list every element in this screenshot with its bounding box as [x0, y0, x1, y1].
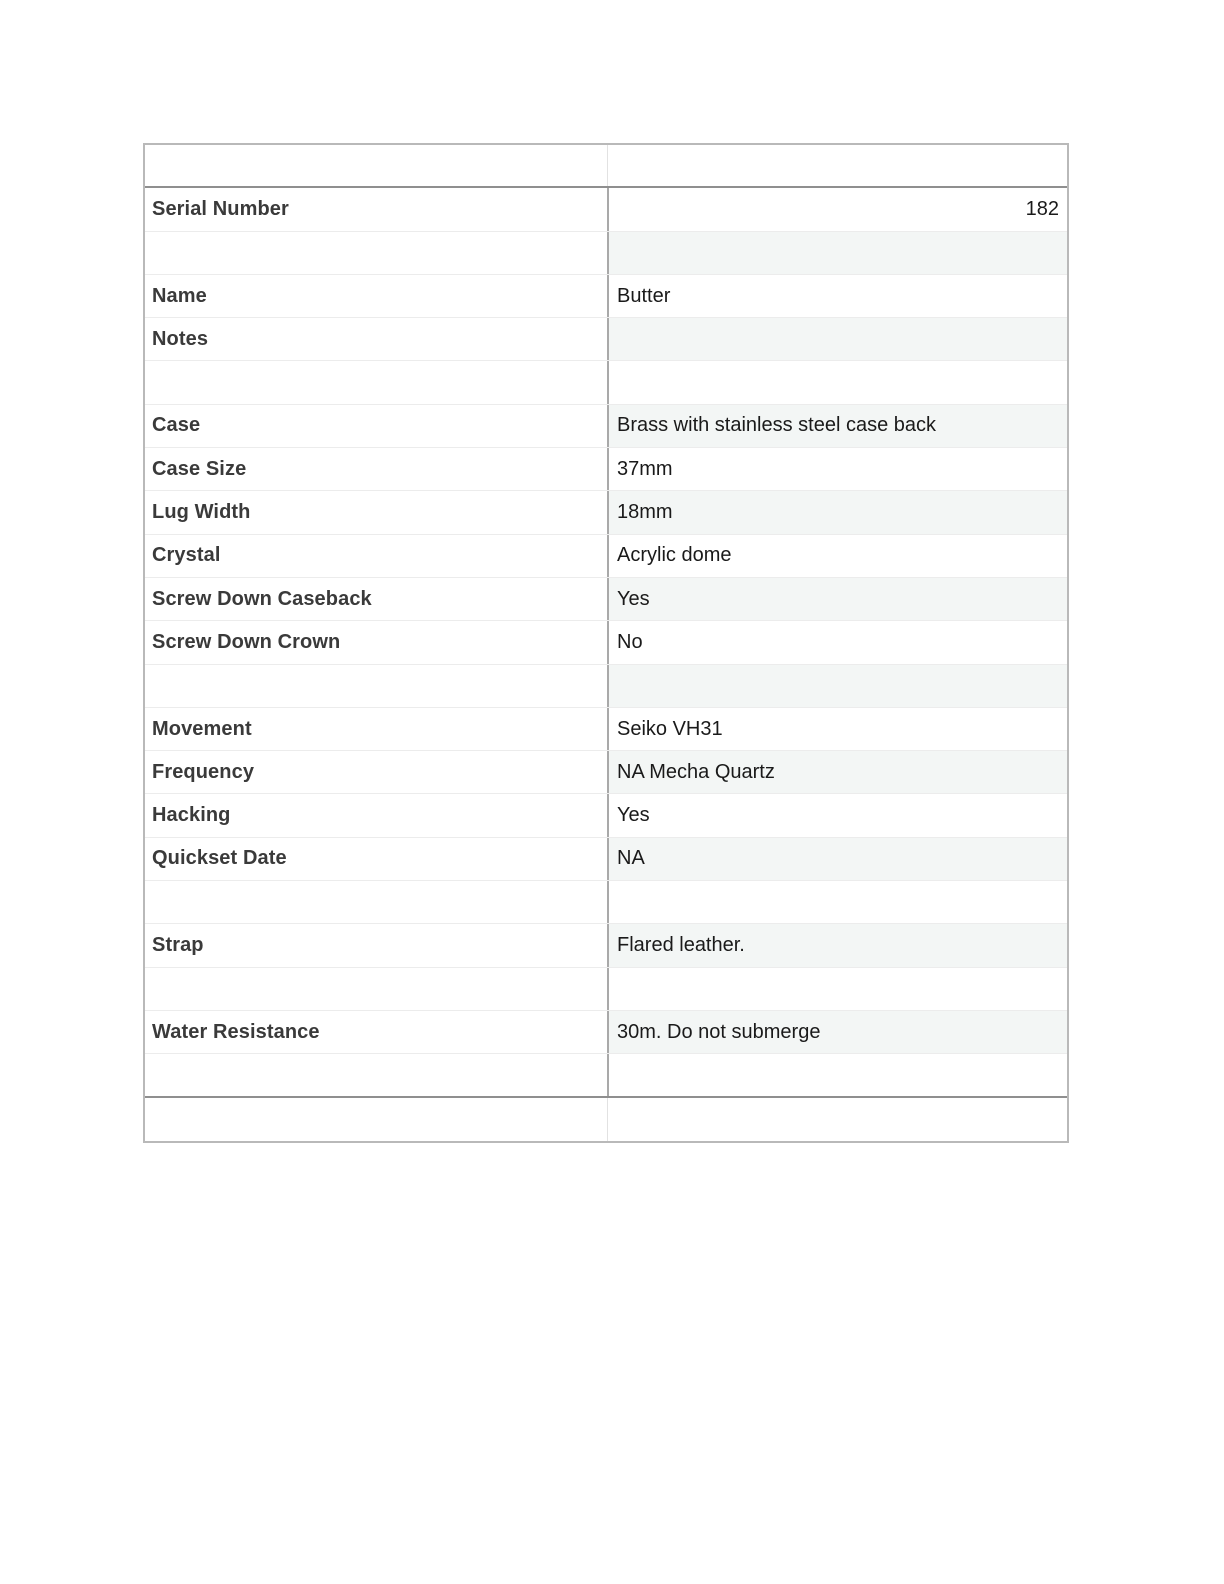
- row-label: Water Resistance: [152, 1020, 320, 1043]
- row-label: Lug Width: [152, 501, 251, 524]
- table-row: [145, 188, 1067, 231]
- row-value: [607, 1054, 1067, 1095]
- footer-cell-label: [145, 1098, 607, 1141]
- row-value: [607, 881, 1067, 923]
- table-footer-row: [145, 1098, 1067, 1141]
- row-value: Yes: [607, 578, 1067, 620]
- row-label: Case: [152, 414, 201, 437]
- table-row: [145, 318, 1067, 361]
- row-value: [607, 361, 1067, 403]
- table-row: [145, 535, 1067, 578]
- row-label: Quickset Date: [152, 847, 287, 870]
- table-row: [145, 361, 1067, 404]
- table-row: [145, 665, 1067, 708]
- row-label: Serial Number: [152, 197, 289, 220]
- row-label: [145, 968, 607, 1010]
- table-row: [145, 968, 1067, 1011]
- row-value: NA: [607, 838, 1067, 880]
- footer-cell-value: [607, 1098, 1067, 1141]
- row-label: Movement: [152, 717, 252, 740]
- table-row: [145, 578, 1067, 621]
- row-label: Crystal: [152, 544, 221, 567]
- table-row: [145, 448, 1067, 491]
- table-row: [145, 751, 1067, 794]
- table-row: [145, 794, 1067, 837]
- spec-table: [143, 143, 1069, 1143]
- row-value: Yes: [607, 794, 1067, 836]
- row-label: Notes: [152, 327, 209, 350]
- table-row: [145, 405, 1067, 448]
- row-label: Frequency: [152, 760, 255, 783]
- row-value: [607, 318, 1067, 360]
- row-label: [145, 361, 607, 403]
- row-value: 182: [607, 188, 1067, 230]
- row-label: [145, 232, 607, 274]
- row-value: NA Mecha Quartz: [607, 751, 1067, 793]
- row-value: [607, 665, 1067, 707]
- row-label: Hacking: [152, 804, 231, 827]
- table-row: [145, 1011, 1067, 1054]
- row-value: Seiko VH31: [607, 708, 1067, 750]
- row-label: Screw Down Crown: [152, 630, 341, 653]
- table-row: [145, 708, 1067, 751]
- table-row: [145, 838, 1067, 881]
- table-row: [145, 1054, 1067, 1097]
- row-value: [607, 232, 1067, 274]
- row-label: [145, 1054, 607, 1095]
- table-header-row: [145, 145, 1067, 188]
- table-row: [145, 232, 1067, 275]
- row-value: No: [607, 621, 1067, 663]
- row-label: Screw Down Caseback: [152, 587, 372, 610]
- row-label: Strap: [152, 933, 204, 956]
- row-label: [145, 881, 607, 923]
- row-label: Name: [152, 284, 207, 307]
- row-value: Brass with stainless steel case back: [607, 405, 1067, 447]
- header-cell-value: [607, 145, 1067, 186]
- row-label: Case Size: [152, 457, 247, 480]
- table-row: [145, 881, 1067, 924]
- row-value: 18mm: [607, 491, 1067, 533]
- row-value: Butter: [607, 275, 1067, 317]
- table-row: [145, 621, 1067, 664]
- row-value: [607, 968, 1067, 1010]
- table-row: [145, 924, 1067, 967]
- table-row: [145, 491, 1067, 534]
- row-label: [145, 665, 607, 707]
- table-row: [145, 275, 1067, 318]
- row-value: 37mm: [607, 448, 1067, 490]
- row-value: Flared leather.: [607, 924, 1067, 966]
- row-value: 30m. Do not submerge: [607, 1011, 1067, 1053]
- header-cell-label: [145, 145, 607, 186]
- row-value: Acrylic dome: [607, 535, 1067, 577]
